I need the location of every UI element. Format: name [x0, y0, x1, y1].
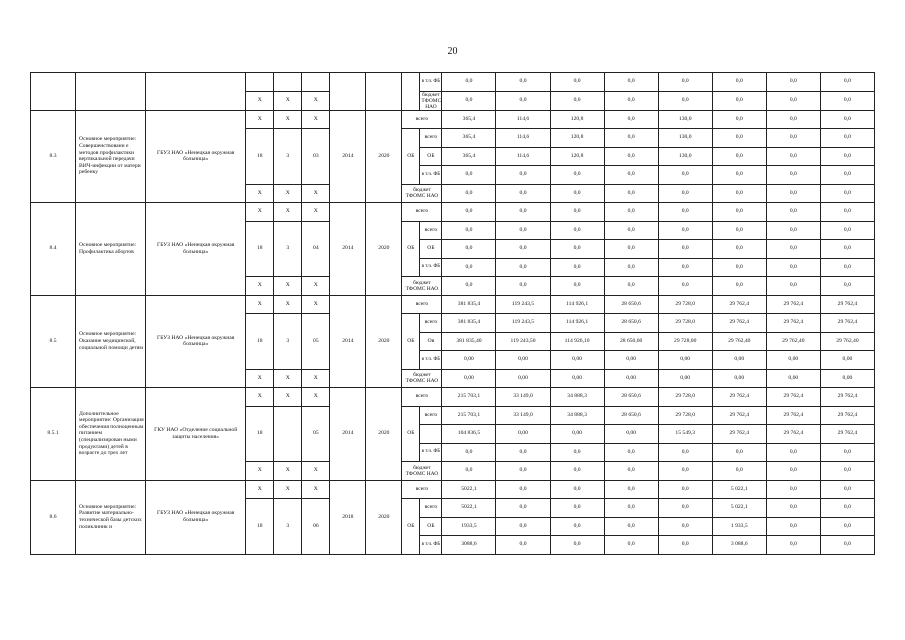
table-row: ОБ 0,0 0,0 0,0 0,0 0,0 0,0 0,0 0,0: [31, 240, 875, 259]
table-row: 18 3 03 ОБ всего 365,4 114,6 120,8 0,0 130,0 0,0 0,0 0,0: [31, 129, 875, 148]
table-row: 8.6 Основное мероприятие: Развитие материально-технической базы детских поликлиник и ГБУЗ НАО «Ненецкая окружная больница» X X X 2018 2020 всего 5022,1 0,0 0,0 0,0 0,0 5 022,1 0,0 0,0: [31, 480, 875, 499]
table-row: X X X бюджет ТФОМС НАО 0,0 0,0 0,0 0,0 0,0 0,0 0,0 0,0: [31, 91, 875, 110]
table-row: 8.4 Основное мероприятие: Профилактика абортов ГБУЗ НАО «Ненецкая окружная больница» X X X 2014 2020 всего 0,0 0,0 0,0 0,0 0,0 0,0 0,0 0,0: [31, 203, 875, 222]
table-row: в т.ч. ФБ 0,00 0,00 0,00 0,00 0,00 0,00 0,00 0,00: [31, 351, 875, 370]
table-row: в т.ч. ФБ 3088,6 0,0 0,0 0,0 0,0 3 088,6 0,0 0,0: [31, 536, 875, 555]
table-row: 104 836,5 0,00 0,00 0,00 15 549,3 29 762,4 29 762,4 29 762,4: [31, 425, 875, 444]
table-row: в т.ч. ФБ 0,0 0,0 0,0 0,0 0,0 0,0 0,0 0,0: [31, 166, 875, 185]
table-row: в т.ч. ФБ 0,0 0,0 0,0 0,0 0,0 0,0 0,0 0,0: [31, 73, 875, 92]
budget-table: [30, 72, 875, 555]
table-row: в т.ч. ФБ 0,0 0,0 0,0 0,0 0,0 0,0 0,0 0,0: [31, 258, 875, 277]
table-row: 18 3 05 ОБ всего 381 835,4 119 243,5 114 926,1 28 650,6 29 728,0 29 762,4 29 762,4 29 762,4: [31, 314, 875, 333]
table-row: X X X бюджет ТФОМС НАО 0,0 0,0 0,0 0,0 0,0 0,0 0,0 0,0: [31, 277, 875, 296]
table-row: 8.5.1 Дополнительное мероприятие: Организация обеспечения полноценным питанием (специализирован ными продуктами) детей в возрасте до трех лет ГКУ НАО «Отделение социальной защиты населения» X X X 2014 2020 всего 215 703,1 33 149,0 34 888,3 28 650,6 29 728,0 29 762,4 29 762,4 29 762,4: [31, 388, 875, 407]
table-row: 8.5 Основное мероприятие: Оказание медицинской, социальной помощи детям ГБУЗ НАО «Ненецкая окружная больница» X X X 2014 2020 всего 381 835,4 119 243,5 114 926,1 28 650,6 29 728,0 29 762,4 29 762,4 29 762,4: [31, 295, 875, 314]
table-row: 18 3 06 ОБ всего 5022,1 0,0 0,0 0,0 0,0 5 022,1 0,0 0,0: [31, 499, 875, 518]
table-row: 18 05 ОБ всего 215 703,1 33 149,0 34 888,3 28 650,6 29 728,0 29 762,4 29 762,4 29 762,4: [31, 406, 875, 425]
table-row: в т.ч. ФБ 0,0 0,0 0,0 0,0 0,0 0,0 0,0 0,0: [31, 443, 875, 462]
table-row: ОБ 1933,5 0,0 0,0 0,0 0,0 1 933,5 0,0 0,0: [31, 517, 875, 536]
table-row: Ов 381 835,40 119 243,50 114 926,10 28 650,60 29 728,00 29 762,40 29 762,40 29 762,40: [31, 332, 875, 351]
table-row: X X X бюджет ТФОМС НАО 0,0 0,0 0,0 0,0 0,0 0,0 0,0 0,0: [31, 184, 875, 203]
table-row: ОБ 365,4 114,6 120,8 0,0 130,0 0,0 0,0 0,0: [31, 147, 875, 166]
table-row: X X X бюджет ТФОМС НАО 0,00 0,00 0,00 0,00 0,00 0,00 0,00 0,00: [31, 369, 875, 388]
table-row: 8.3 Основное мероприятие: Совершенствовани е методов профилактики вертикальной передачи ВИЧ-инфекции от матери ребенку ГБУЗ НАО «Ненецкая окружная больница» X X X 2014 2020 всего 365,4 114,6 120,8 0,0 130,0 0,0 0,0 0,0: [31, 110, 875, 129]
table-row: X X X бюджет ТФОМС НАО 0,0 0,0 0,0 0,0 0,0 0,0 0,0 0,0: [31, 462, 875, 481]
page-number: 20: [447, 46, 458, 57]
table-row: 18 3 04 ОБ всего 0,0 0,0 0,0 0,0 0,0 0,0 0,0 0,0: [31, 221, 875, 240]
